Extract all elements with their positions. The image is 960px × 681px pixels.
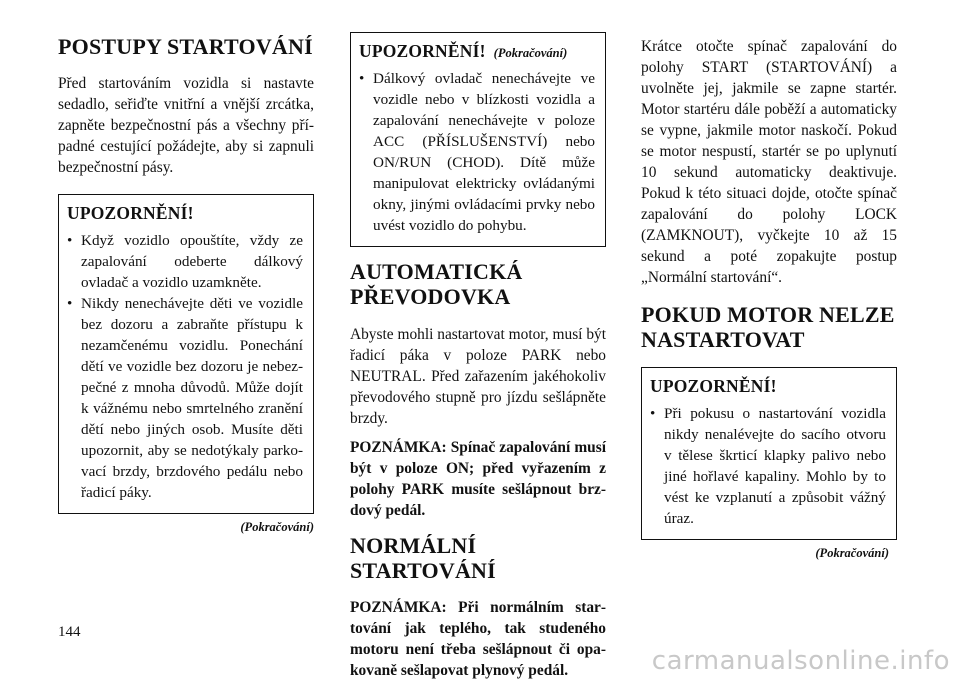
section-heading-starting-procedures: POSTUPY STARTOVÁNÍ bbox=[58, 34, 313, 59]
section-heading-automatic-transmission: AUTOMATICKÁ PŘEVODOVKA bbox=[350, 259, 523, 310]
intro-paragraph: Před startováním vozidla si nastavte sedadlo, seřiďte vnitřní a vnější zrcátka, zapněte bezpečnostní pás a všechny případné cestující požádejte, aby si zapnuli bezpečnostní pásy. bbox=[58, 75, 314, 177]
warning-box bbox=[641, 367, 897, 540]
warning-continued-label: (Pokračování) bbox=[493, 46, 568, 60]
warning-box bbox=[58, 194, 314, 514]
continued-label: (Pokračování) bbox=[815, 545, 889, 560]
automatic-paragraph: Abyste mohli nastartovat motor, musí být řadicí páka v poloze PARK nebo NEUTRAL. Před zařazením jakéhokoliv převodového stupně pro jízdu sešlápněte brzdy. bbox=[350, 325, 606, 427]
automatic-note: POZNÁMKA: Spínač zapalování musí být v poloze ON; před vyřazením z polohy PARK musíte sešlápnout brzdový pedál. bbox=[350, 438, 606, 519]
section-heading-engine-fails: POKUD MOTOR NELZE NASTARTOVAT bbox=[641, 302, 895, 353]
column-left bbox=[58, 30, 314, 535]
warning-item: • Nikdy nenechávejte děti ve vozidle bez dozoru a zabraňte přístupu k nezamčenému vozidlu. Ponechání dětí ve vozidle bez dozoru je nebezpečné z mnoha důvodů. Může dojít k vážnému nebo smrtelného zranění dětí nebo jiných osob. Musíte děti upozornit, aby se nedotýkaly parkovací brzdy, brzdového pedálu nebo řadicí páky. bbox=[67, 293, 303, 503]
watermark: carmanualsonline.info bbox=[651, 646, 950, 676]
warning-list bbox=[67, 230, 303, 503]
warning-list bbox=[359, 68, 595, 236]
normal-starting-note: POZNÁMKA: Při normálním startování jak teplého, tak studeného motoru není třeba sešlápnout či opakovaně sešlapovat plynový pedál. bbox=[350, 599, 606, 680]
column-right bbox=[641, 30, 897, 561]
warning-item: • Když vozidlo opouštíte, vždy ze zapalování odeberte dálkový ovladač a vozidlo uzamkněte. bbox=[67, 230, 303, 293]
column-middle bbox=[350, 30, 606, 681]
section-heading-normal-starting: NORMÁLNÍ STARTOVÁNÍ bbox=[350, 532, 496, 583]
warning-title bbox=[359, 41, 595, 62]
warning-title: UPOZORNĚNÍ! bbox=[67, 203, 194, 224]
warning-list bbox=[650, 403, 886, 529]
warning-title-text: UPOZORNĚNÍ! bbox=[359, 41, 486, 61]
warning-item: • Dálkový ovladač nenechávejte ve vozidle nebo v blízkosti vozidla a zapalování nenechávejte v poloze ACC (PŘÍSLUŠENSTVÍ) nebo ON/RUN (CHOD). Dítě může manipulovat elektricky ovládanými okny, jinými ovládacími prvky nebo uvést vozidlo do pohybu. bbox=[359, 68, 595, 236]
start-instructions-paragraph: Krátce otočte spínač zapalování do polohy START (STARTOVÁNÍ) a uvolněte jej, jakmile se zapne startér. Motor startéru dále poběží a automaticky se vypne, jakmile motor naskočí. Pokud se motor nespustí, startér se po uplynutí 10 sekund automaticky deaktivuje. Pokud k této situaci dojde, otočte spínač zapalování do polohy LOCK (ZAMKNOUT), vyčkejte 10 až 15 sekund a poté zopakujte postup „Normální startování“. bbox=[641, 38, 897, 286]
continued-label: (Pokračování) bbox=[240, 520, 314, 535]
page-number: 144 bbox=[58, 624, 81, 640]
warning-title: UPOZORNĚNÍ! bbox=[650, 375, 777, 396]
warning-item: • Při pokusu o nastartování vozidla nikdy nenalévejte do sacího otvoru v tělese škrticí klapky palivo nebo jiné hořlavé kapaliny. Mohlo by to vést ke vzplanutí a způsobit vážný úraz. bbox=[650, 403, 886, 529]
warning-box-continued bbox=[350, 32, 606, 247]
